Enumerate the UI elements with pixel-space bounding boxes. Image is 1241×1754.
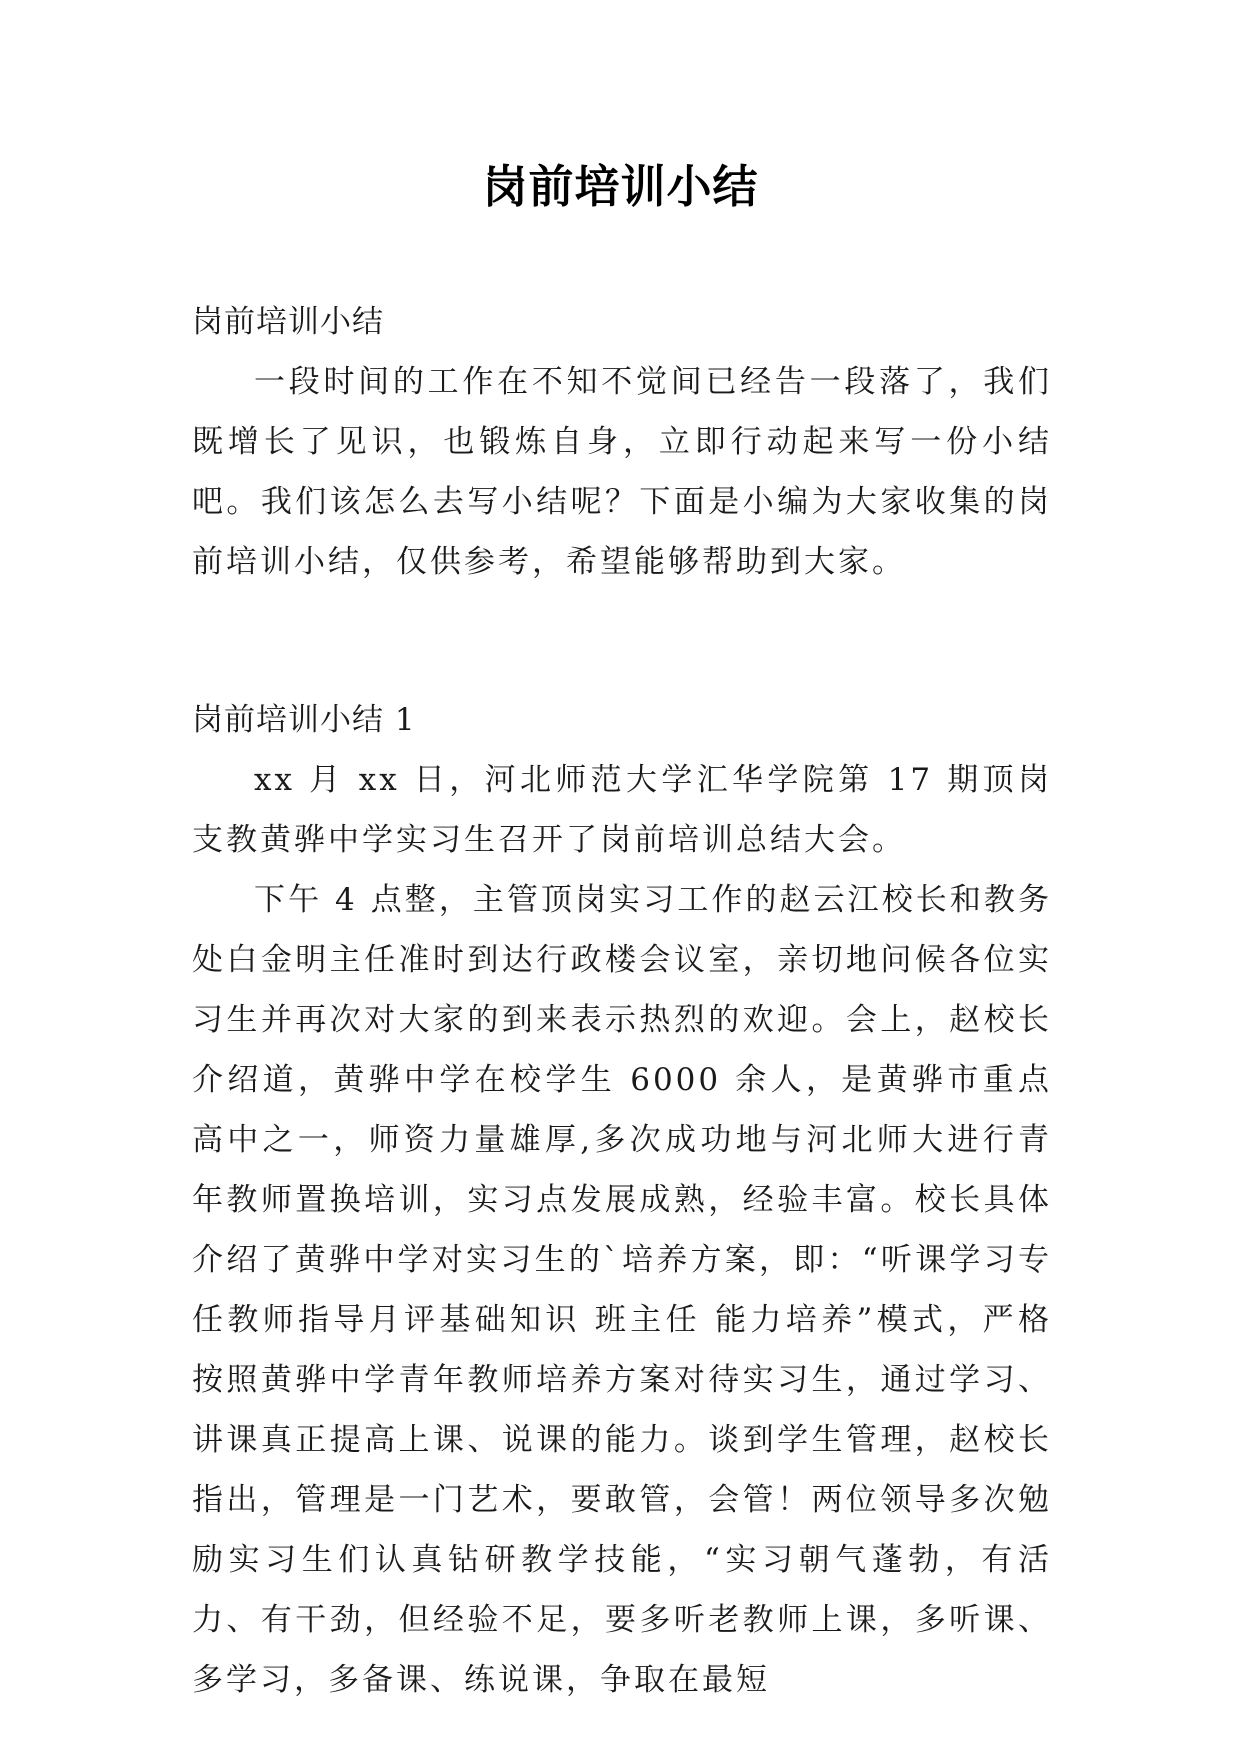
- section-1-paragraph-2: 下午 4 点整，主管顶岗实习工作的赵云江校长和教务处白金明主任准时到达行政楼会议室，亲切地问候各位实习生并再次对大家的到来表示热烈的欢迎。会上，赵校长介绍道，黄骅中学在校学生 6000 余人，是黄骅市重点高中之一，师资力量雄厚,多次成功地与河北师大进行青年教师置换培训，实习点发展成熟，经验丰富。校长具体介绍了黄骅中学对实习生的`培养方案，即：“听课学习专任教师指导月评基础知识 班主任 能力培养”模式，严格按照黄骅中学青年教师培养方案对待实习生，通过学习、讲课真正提高上课、说课的能力。谈到学生管理，赵校长指出，管理是一门艺术，要敢管，会管！两位领导多次勉励实习生们认真钻研教学技能，“实习朝气蓬勃，有活力、有干劲，但经验不足，要多听老教师上课，多听课、多学习，多备课、练说课，争取在最短: [192, 882, 1052, 1698]
- section-spacer: [192, 592, 1052, 690]
- intro-heading: 岗前培训小结: [192, 304, 384, 340]
- document-body: [192, 292, 1052, 1710]
- intro-paragraph: 一段时间的工作在不知不觉间已经告一段落了，我们既增长了见识，也锻炼自身，立即行动起来写一份小结吧。我们该怎么去写小结呢？下面是小编为大家收集的岗前培训小结，仅供参考，希望能够帮助到大家。: [192, 364, 1052, 580]
- section-1-heading: 岗前培训小结 1: [192, 702, 416, 738]
- document-title: 岗前培训小结: [482, 160, 759, 213]
- section-1-paragraph-1: xx 月 xx 日，河北师范大学汇华学院第 17 期顶岗支教黄骅中学实习生召开了岗前培训总结大会。: [192, 762, 1052, 858]
